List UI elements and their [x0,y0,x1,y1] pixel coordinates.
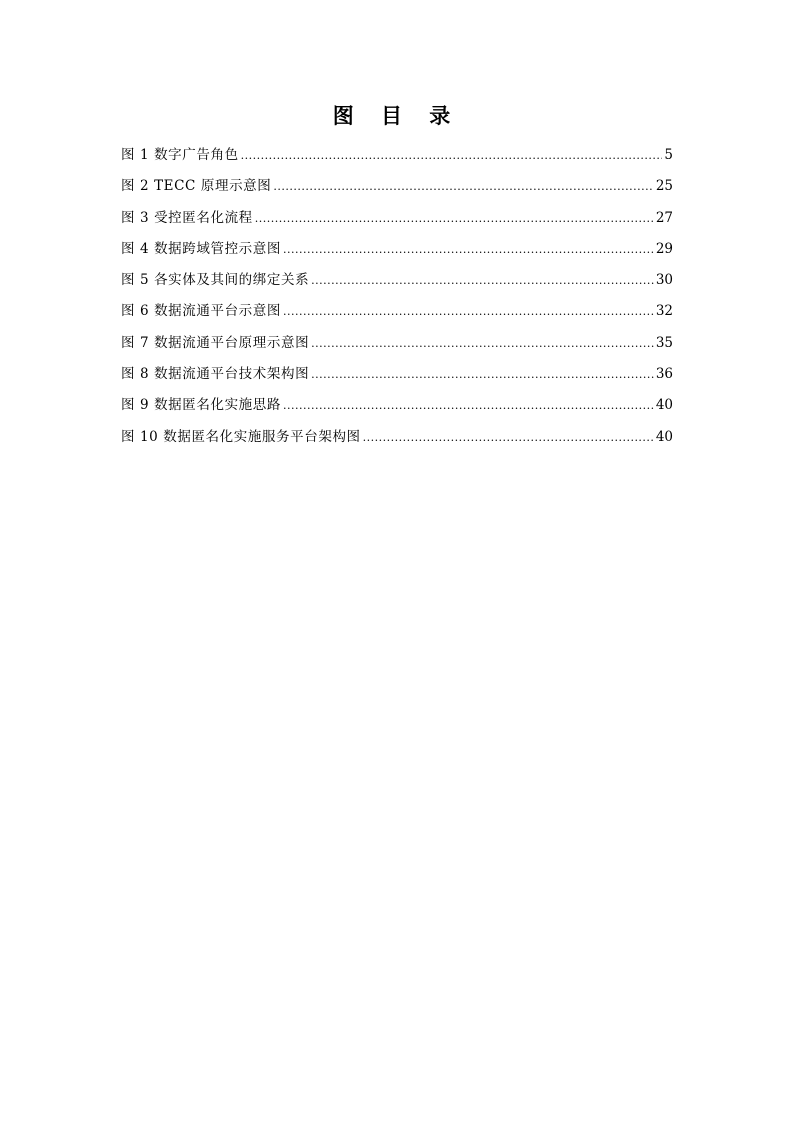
toc-entry[interactable] [121,328,673,359]
toc-entry-label: 图 9 数据匿名化实施思路 [121,397,281,414]
toc-entry-page: 40 [655,428,673,445]
toc-dot-leader [311,359,654,390]
figure-index-list [121,140,673,453]
toc-dot-leader [311,265,654,296]
toc-entry-label: 图 7 数据流通平台原理示意图 [121,334,310,351]
toc-entry-page: 27 [655,209,673,226]
toc-entry[interactable] [121,296,673,327]
toc-entry-page: 36 [655,366,673,383]
toc-dot-leader [311,328,654,359]
toc-entry[interactable] [121,203,673,234]
toc-dot-leader [283,390,654,421]
toc-dot-leader [283,234,654,265]
toc-entry[interactable] [121,234,673,265]
toc-entry-label: 图 3 受控匿名化流程 [121,209,253,226]
toc-entry-page: 35 [655,334,673,351]
toc-entry-page: 25 [655,178,673,195]
toc-entry-page: 29 [655,240,673,257]
toc-entry-label: 图 8 数据流通平台技术架构图 [121,366,310,383]
toc-entry[interactable] [121,140,673,171]
toc-dot-leader [241,140,663,171]
toc-dot-leader [283,296,654,327]
toc-dot-leader [363,422,654,453]
toc-entry-label: 图 2 TECC 原理示意图 [121,178,272,195]
toc-dot-leader [273,171,653,202]
toc-entry[interactable] [121,265,673,296]
toc-entry-label: 图 4 数据跨域管控示意图 [121,240,281,257]
toc-entry-page: 30 [655,272,673,289]
toc-entry[interactable] [121,390,673,421]
toc-entry[interactable] [121,171,673,202]
toc-entry-label: 图 6 数据流通平台示意图 [121,303,281,320]
toc-entry-page: 40 [655,397,673,414]
figure-index-title: 图 目 录 [332,104,461,128]
toc-entry-label: 图 1 数字广告角色 [121,147,239,163]
toc-entry[interactable] [121,422,673,453]
toc-entry-label: 图 5 各实体及其间的绑定关系 [121,272,310,289]
toc-entry-page: 5 [664,147,673,163]
toc-entry-page: 32 [655,303,673,320]
toc-entry[interactable] [121,359,673,390]
toc-dot-leader [255,203,654,234]
toc-entry-label: 图 10 数据匿名化实施服务平台架构图 [121,428,361,445]
